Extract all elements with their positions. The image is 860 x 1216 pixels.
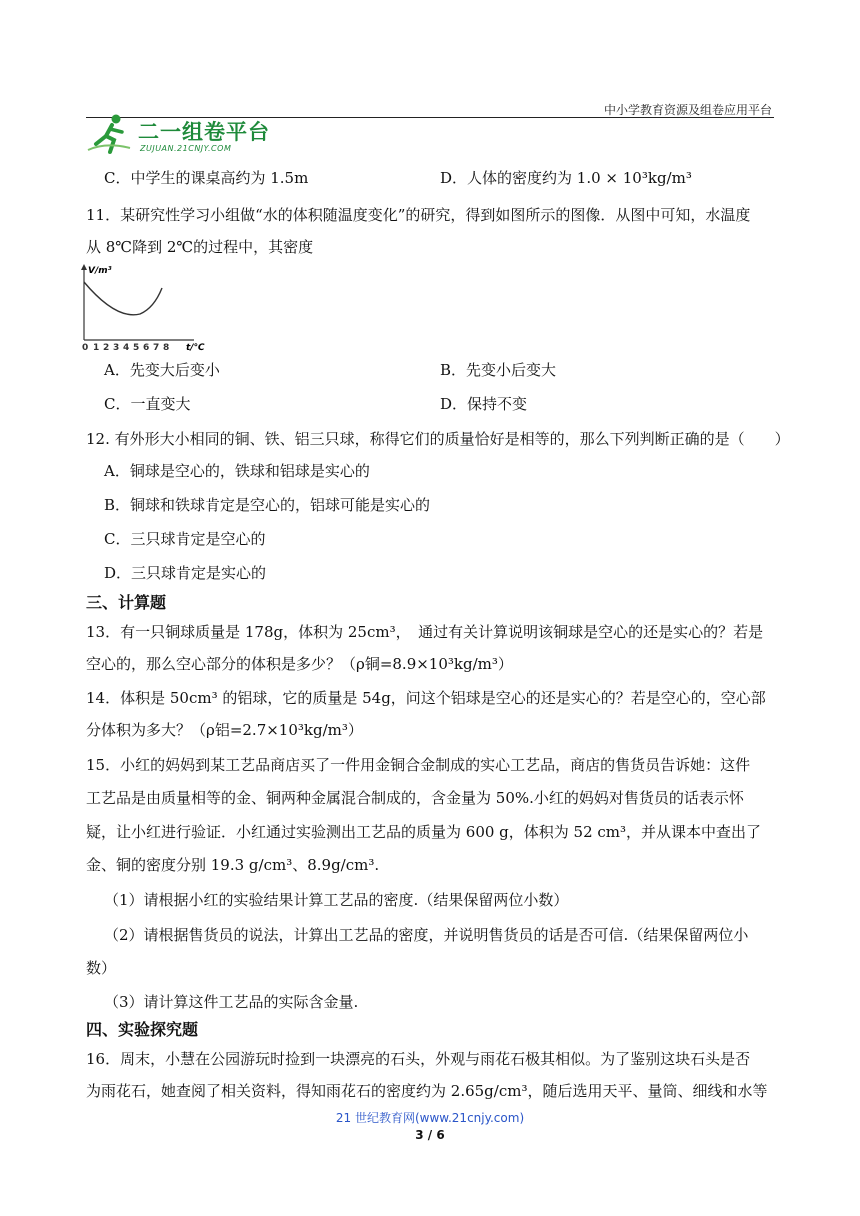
q11-option-b: B．先变小后变大	[440, 361, 557, 379]
graph-y-label: V/m³	[88, 266, 112, 276]
svg-text:1: 1	[93, 343, 100, 352]
header-platform-name: 中小学教育资源及组卷应用平台	[603, 103, 772, 117]
logo-subtitle: ZUJUAN.21CNJY.COM	[140, 144, 232, 153]
page-number: 3 / 6	[415, 1128, 445, 1142]
runner-icon	[86, 112, 134, 156]
q12-option-a: A．铜球是空心的，铁球和铝球是实心的	[104, 462, 370, 480]
q15-line-3: 疑，让小红进行验证．小红通过实验测出工艺品的质量为 600 g，体积为 52 cm³，并从课本中查出了	[86, 823, 762, 841]
q15-part-2-cont: 数）	[86, 959, 117, 977]
q11-stem-2: 从 8℃降到 2℃的过程中，其密度	[86, 238, 314, 256]
q13-line-1: 13．有一只铜球质量是 178g，体积为 25cm³， 通过有关计算说明该铜球是空心的还是实心的？若是	[86, 623, 764, 641]
q15-line-4: 金、铜的密度分别 19.3 g/cm³、8.9g/cm³.	[86, 856, 380, 874]
graph-curve	[84, 282, 162, 315]
graph-y-arrow	[81, 264, 87, 270]
logo-title: 二一组卷平台	[138, 120, 270, 144]
svg-text:4: 4	[123, 343, 130, 352]
footer-site-link[interactable]: 21 世纪教育网(www.21cnjy.com)	[335, 1111, 525, 1125]
svg-text:0: 0	[82, 343, 89, 352]
q10-option-c: C．中学生的课桌高约为 1.5m	[104, 169, 309, 187]
q11-option-c: C．一直变大	[104, 395, 191, 413]
svg-text:7: 7	[153, 343, 160, 352]
section-experiment: 四、实验探究题	[86, 1020, 199, 1039]
svg-text:3: 3	[113, 343, 120, 352]
q12-option-d: D．三只球肯定是实心的	[104, 564, 267, 582]
q15-part-3: （3）请计算这件工艺品的实际含金量.	[104, 993, 359, 1011]
q13-line-2: 空心的，那么空心部分的体积是多少？（ρ铜=8.9×10³kg/m³）	[86, 655, 513, 673]
q12-stem: 12. 有外形大小相同的铜、铁、铝三只球，称得它们的质量恰好是相等的，那么下列判断正确的是（ ）	[86, 430, 790, 448]
svg-text:6: 6	[143, 343, 150, 352]
q12-option-c: C．三只球肯定是空心的	[104, 530, 266, 548]
q11-option-a: A．先变大后变小	[104, 361, 220, 379]
q15-line-2: 工艺品是由质量相等的金、铜两种金属混合制成的，含金量为 50%.小红的妈妈对售货员的话表示怀	[86, 789, 744, 807]
q16-line-2: 为雨花石，她查阅了相关资料，得知雨花石的密度约为 2.65g/cm³，随后选用天平、量筒、细线和水等	[86, 1082, 768, 1100]
q11-option-d: D．保持不变	[440, 395, 528, 413]
q12-option-b: B．铜球和铁球肯定是空心的，铝球可能是实心的	[104, 496, 431, 514]
q10-option-d: D．人体的密度约为 1.0 × 10³kg/m³	[440, 169, 692, 187]
q15-line-1: 15．小红的妈妈到某工艺品商店买了一件用金铜合金制成的实心工艺品，商店的售货员告诉她：这件	[86, 756, 751, 774]
q14-line-1: 14．体积是 50cm³ 的铝球，它的质量是 54g，问这个铝球是空心的还是实心的？若是空心的，空心部	[86, 689, 766, 707]
q14-line-2: 分体积为多大？（ρ铝=2.7×10³kg/m³）	[86, 721, 363, 739]
logo	[86, 112, 286, 160]
q11-stem-1: 11．某研究性学习小组做“水的体积随温度变化”的研究，得到如图所示的图像．从图中可知，水温度	[86, 206, 751, 224]
section-calculation: 三、计算题	[86, 593, 167, 612]
q15-part-1: （1）请根据小红的实验结果计算工艺品的密度.（结果保留两位小数）	[104, 891, 569, 909]
svg-text:8: 8	[163, 343, 170, 352]
graph-x-ticks	[82, 343, 169, 352]
svg-text:5: 5	[133, 343, 140, 352]
q16-line-1: 16．周末，小慧在公园游玩时捡到一块漂亮的石头，外观与雨花石极其相似。为了鉴别这块石头是否	[86, 1050, 751, 1068]
q15-part-2: （2）请根据售货员的说法，计算出工艺品的密度，并说明售货员的话是否可信.（结果保留两位小	[104, 926, 749, 944]
graph-x-label: t/℃	[186, 343, 205, 352]
svg-text:2: 2	[103, 343, 110, 352]
volume-temperature-graph	[76, 262, 208, 352]
